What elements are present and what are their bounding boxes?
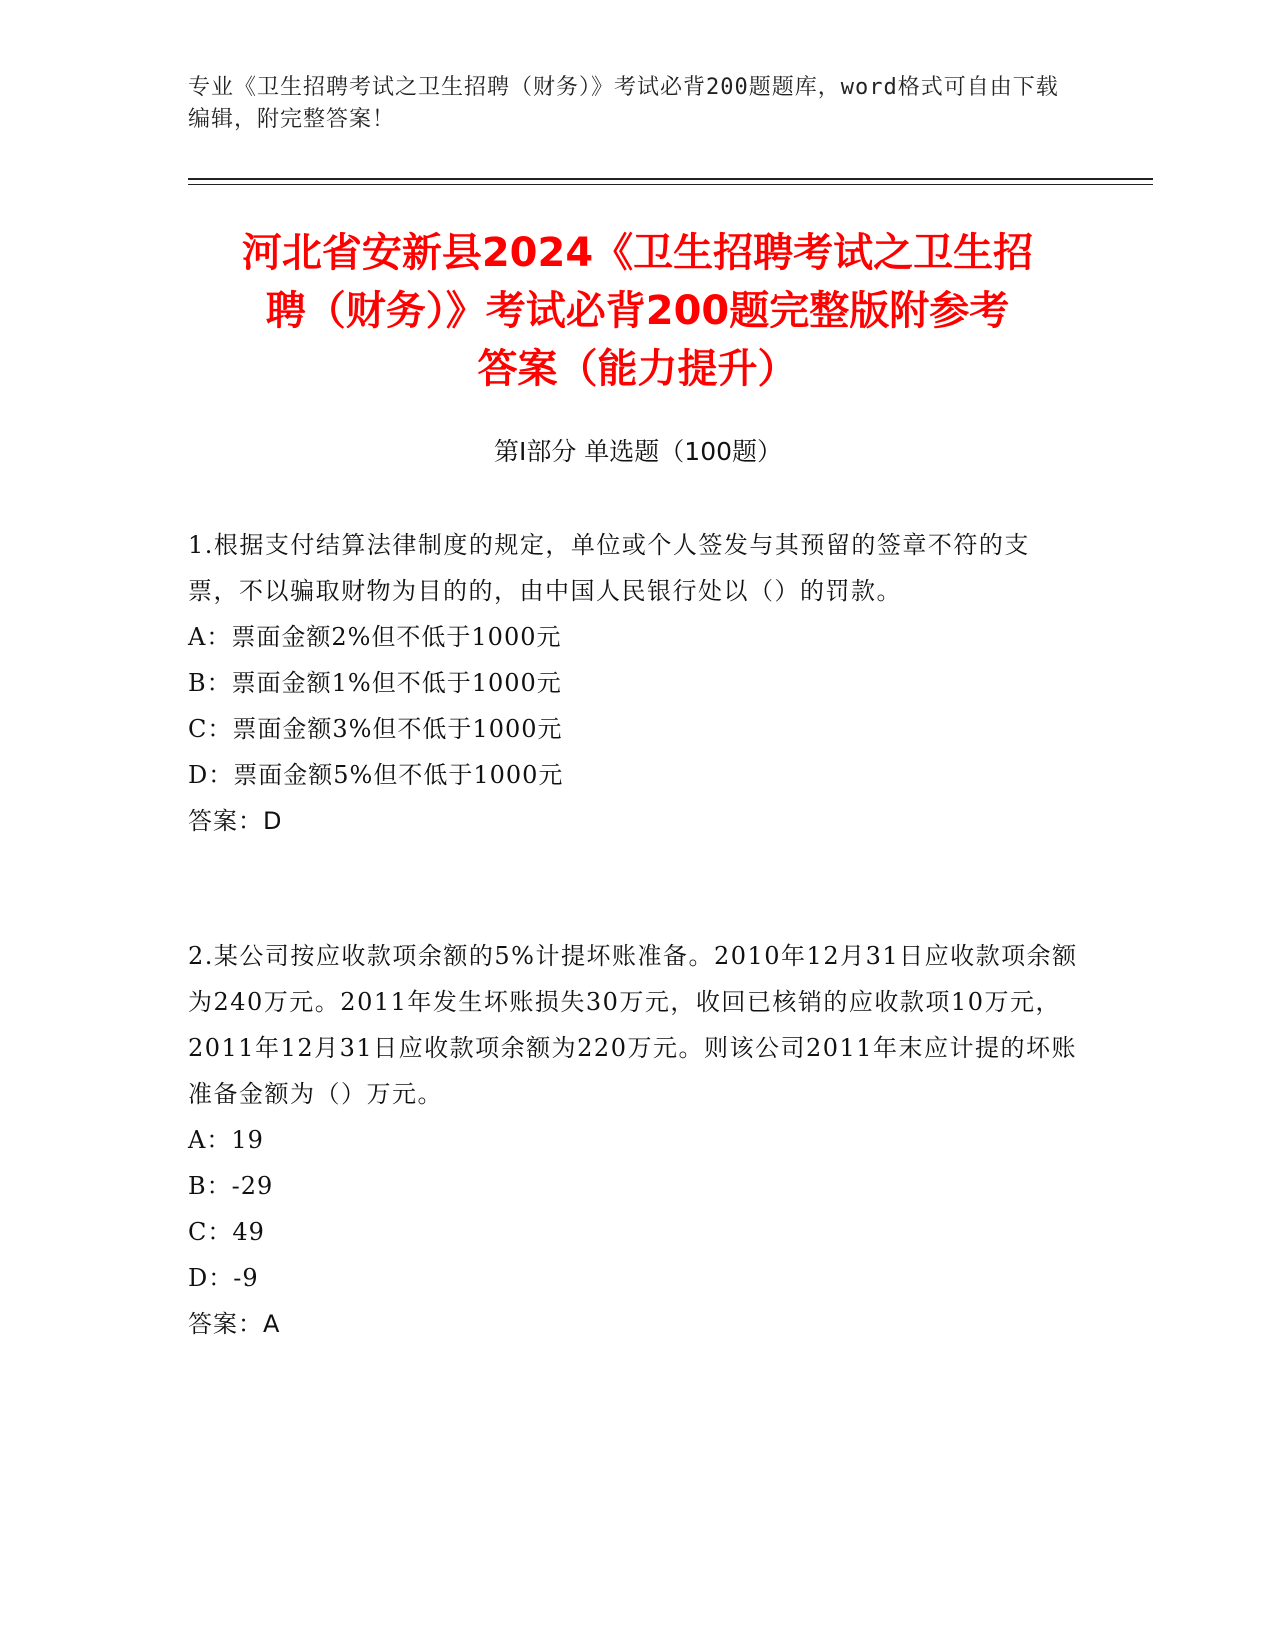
- question-1: [188, 522, 1078, 844]
- option-c: C：49: [188, 1218, 265, 1246]
- question-text: 2.某公司按应收款项余额的5%计提坏账准备。2010年12月31日应收款项余额为240万元。2011年发生坏账损失30万元，收回已核销的应收款项10万元，2011年12月31日应收款项余额为220万元。则该公司2011年末应计提的坏账准备金额为（）万元。: [188, 942, 1078, 1108]
- option-b: B：-29: [188, 1172, 274, 1200]
- title-line-1: 河北省安新县2024《卫生招聘考试之卫生招: [241, 230, 1034, 276]
- question-2: [188, 933, 1078, 1347]
- title-line-2: 聘（财务）》考试必背200题完整版附参考: [265, 288, 1010, 334]
- header-divider-thick: [188, 178, 1153, 180]
- answer: 答案：A: [188, 1310, 281, 1338]
- option-a: A：19: [188, 1126, 264, 1154]
- option-d: D：-9: [188, 1264, 259, 1292]
- question-text: 1.根据支付结算法律制度的规定，单位或个人签发与其预留的签章不符的支票，不以骗取财物为目的的，由中国人民银行处以（）的罚款。: [188, 531, 1030, 605]
- answer: 答案：D: [188, 807, 283, 835]
- option-b: B：票面金额1%但不低于1000元: [188, 669, 562, 697]
- header-note: 专业《卫生招聘考试之卫生招聘（财务）》考试必背200题题库，word格式可自由下载编辑，附完整答案！: [188, 75, 1059, 132]
- header-divider-thin: [188, 184, 1153, 185]
- option-a: A：票面金额2%但不低于1000元: [188, 623, 562, 651]
- section-heading: 第Ⅰ部分 单选题（100题）: [493, 437, 783, 466]
- option-c: C：票面金额3%但不低于1000元: [188, 715, 563, 743]
- document-title: [150, 224, 1125, 398]
- option-d: D：票面金额5%但不低于1000元: [188, 761, 564, 789]
- title-line-3: 答案（能力提升）: [477, 346, 798, 392]
